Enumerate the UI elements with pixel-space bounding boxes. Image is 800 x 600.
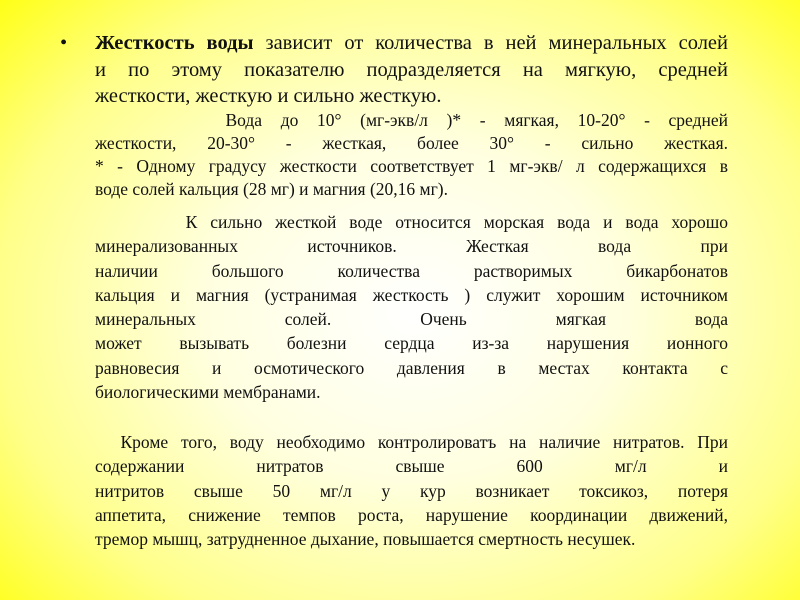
bullet-marker: •	[60, 32, 68, 54]
paragraph-water-hardness	[95, 30, 728, 110]
text-line: минерализованных источников. Жесткая вода при	[95, 236, 728, 257]
text-line: наличии большого количества растворимых бикарбонатов	[95, 260, 728, 281]
paragraph-hard-water-sources	[95, 210, 728, 404]
bold-term: Жесткость воды	[95, 32, 254, 54]
text-line: может вызывать болезни сердца из-за нарушения ионного	[95, 333, 728, 354]
text-line: тремор мышц, затрудненное дыхание, повышается смертность несушек.	[95, 529, 636, 550]
text-line	[95, 30, 728, 57]
text-line: и по этому показателю подразделяется на мягкую, средней	[95, 58, 728, 81]
text-line: жесткости, жесткую и сильно жесткую.	[95, 85, 442, 107]
text-line: * - Одному градусу жесткости соответствует 1 мг-экв/ л содержащихся в	[95, 156, 728, 176]
text-line: равновесия и осмотического давления в местах контакта с	[95, 357, 728, 378]
text-span: зависит от количества в ней минеральных солей	[253, 32, 728, 54]
text-line: биологическими мембранами.	[95, 382, 321, 403]
text-line: жесткости, 20-30° - жесткая, более 30° - сильно жесткая.	[95, 133, 728, 153]
text-line: кальция и магния (устранимая жесткость ) служит хорошим источником	[95, 284, 728, 305]
text-line: аппетита, снижение темпов роста, нарушение координации движений,	[95, 504, 728, 525]
text-line: минеральных солей. Очень мягкая вода	[95, 309, 728, 330]
paragraph-hardness-scale	[95, 109, 728, 201]
text-line: содержании нитратов свыше 600 мг/л и	[95, 456, 728, 477]
paragraph-nitrates	[95, 430, 728, 551]
text-line: Вода до 10° (мг-экв/л )* - мягкая, 10-20° - средней	[95, 110, 728, 130]
text-line: Кроме того, воду необходимо контролироватъ на наличие нитратов. При	[95, 432, 728, 452]
text-line: К сильно жесткой воде относится морская вода и вода хорошо	[95, 212, 728, 232]
text-line: воде солей кальция (28 мг) и магния (20,16 мг).	[95, 179, 448, 199]
text-line: нитритов свыше 50 мг/л у кур возникает токсикоз, потеря	[95, 480, 728, 501]
